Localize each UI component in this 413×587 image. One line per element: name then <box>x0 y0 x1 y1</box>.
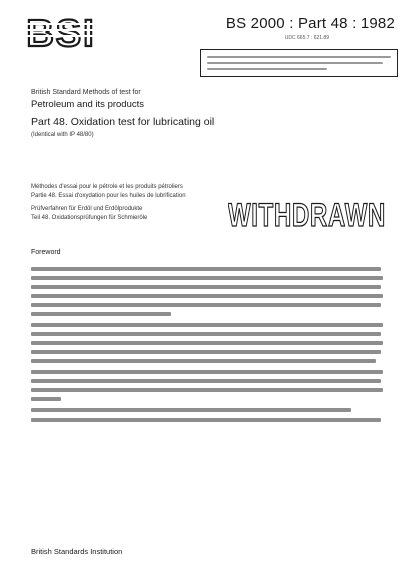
standard-number: BS 2000 : Part 48 : 1982 <box>225 15 395 32</box>
german-subtitle: Teil 48. Oxidationsprüfungen für Schmieröle <box>31 215 148 221</box>
body-text-line <box>31 267 381 271</box>
body-text-line <box>31 294 383 298</box>
body-text-line <box>31 332 381 336</box>
body-text-line <box>31 303 381 307</box>
svg-text:BSI: BSI <box>26 13 96 53</box>
part-title: Part 48. Oxidation test for lubricating oil <box>31 116 215 128</box>
notice-box <box>200 49 398 77</box>
french-title: Méthodes d'essai pour le pétrole et les produits pétroliers <box>31 184 183 190</box>
body-text-line <box>31 418 381 422</box>
body-text-line <box>31 397 61 401</box>
main-title: Petroleum and its products <box>31 99 145 110</box>
notice-text-line <box>207 62 383 64</box>
body-text-line <box>31 341 383 345</box>
body-text-line <box>31 276 383 280</box>
body-text-line <box>31 370 383 374</box>
udc-code: UDC 665.7 : 621.89 <box>284 35 329 41</box>
body-text-line <box>31 379 381 383</box>
bsi-logo <box>18 13 104 53</box>
institution-name: British Standards Institution <box>31 547 123 556</box>
notice-text-line <box>207 68 327 70</box>
body-text-line <box>31 350 381 354</box>
body-text-line <box>31 359 376 363</box>
german-title: Prüfverfahren für Erdöl und Erdölprodukte <box>31 206 143 212</box>
body-text-line <box>31 312 171 316</box>
french-subtitle: Partie 48. Essai d'oxydation pour les huiles de lubrification <box>31 193 186 199</box>
body-text-line <box>31 323 383 327</box>
withdrawn-stamp-text: WITHDRAWN <box>228 197 386 232</box>
body-text-line <box>31 408 351 412</box>
series-title: British Standard Methods of test for <box>31 89 141 96</box>
body-text-line <box>31 285 381 289</box>
equivalent-standard: (Identical with IP 48/80) <box>31 132 94 138</box>
body-text-line <box>31 388 383 392</box>
notice-text-line <box>207 56 391 58</box>
foreword-heading: Foreword <box>31 249 61 256</box>
withdrawn-stamp <box>228 196 388 232</box>
